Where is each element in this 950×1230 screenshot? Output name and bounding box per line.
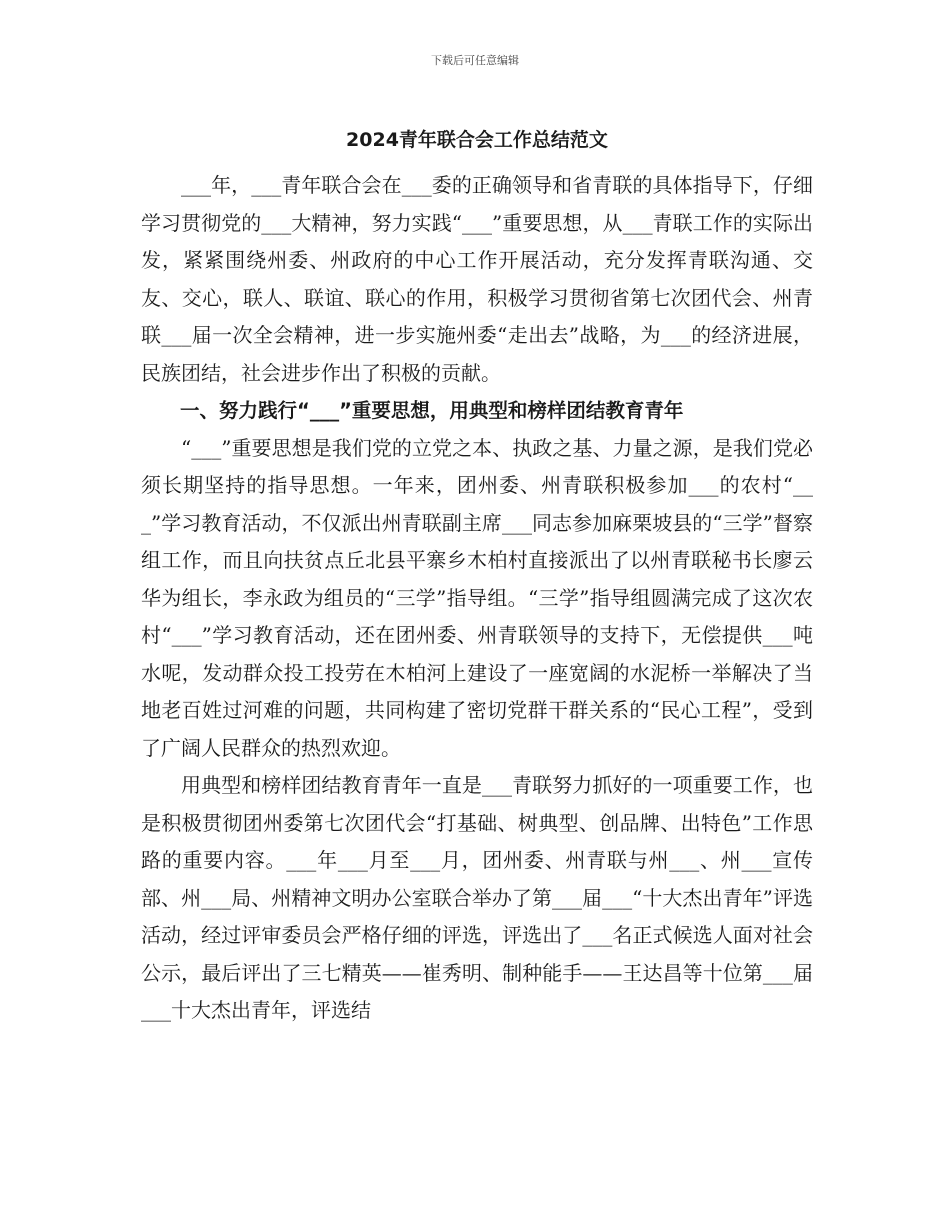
document-title: 2024青年联合会工作总结范文 bbox=[346, 129, 608, 151]
section-paragraph: 用典型和榜样团结教育青年一直是___青联努力抓好的一项重要工作，也是积极贯彻团州委第七次团代会“打基础、树典型、创品牌、出特色”工作思路的重要内容。___年___月至___月，团州委、州青联与州___、州___宣传部、州___局、州精神文明办公室联合举办了第___届___“十大杰出青年”评选活动，经过评审委员会严格仔细的评选，评选出了___名正式候选人面对社会公示，最后评出了三七精英——崔秀明、制种能手——王达昌等十位第___届___十大杰出青年，评选结 bbox=[141, 773, 813, 1022]
document-body bbox=[141, 125, 813, 1030]
page-header-note: 下载后可任意编辑 bbox=[431, 54, 519, 67]
section-heading: 一、努力践行“___”重要思想，用典型和榜样团结教育青年 bbox=[180, 399, 684, 422]
section-paragraph: “___”重要思想是我们党的立党之本、执政之基、力量之源，是我们党必须长期坚持的指导思想。一年来，团州委、州青联积极参加___的农村“___”学习教育活动，不仅派出州青联副主席___同志参加麻栗坡县的“三学”督察组工作，而且向扶贫点丘北县平寨乡木柏村直接派出了以州青联秘书长廖云华为组长，李永政为组员的“三学”指导组。“三学”指导组圆满完成了这次农村“___”学习教育活动，还在团州委、州青联领导的支持下，无偿提供___吨水呢，发动群众投工投劳在木柏河上建设了一座宽阔的水泥桥一举解决了当地老百姓过河难的问题，共同构建了密切党群干群关系的“民心工程”，受到了广阔人民群众的热烈欢迎。 bbox=[141, 435, 813, 760]
intro-paragraph: ___年，___青年联合会在___委的正确领导和省青联的具体指导下，仔细学习贯彻党的___大精神，努力实践“___”重要思想，从___青联工作的实际出发，紧紧围绕州委、州政府的中心工作开展活动，充分发挥青联沟通、交友、交心，联人、联谊、联心的作用，积极学习贯彻省第七次团代会、州青联___届一次全会精神，进一步实施州委“走出去”战略，为___的经济进展，民族团结，社会进步作出了积极的贡献。 bbox=[141, 173, 813, 385]
